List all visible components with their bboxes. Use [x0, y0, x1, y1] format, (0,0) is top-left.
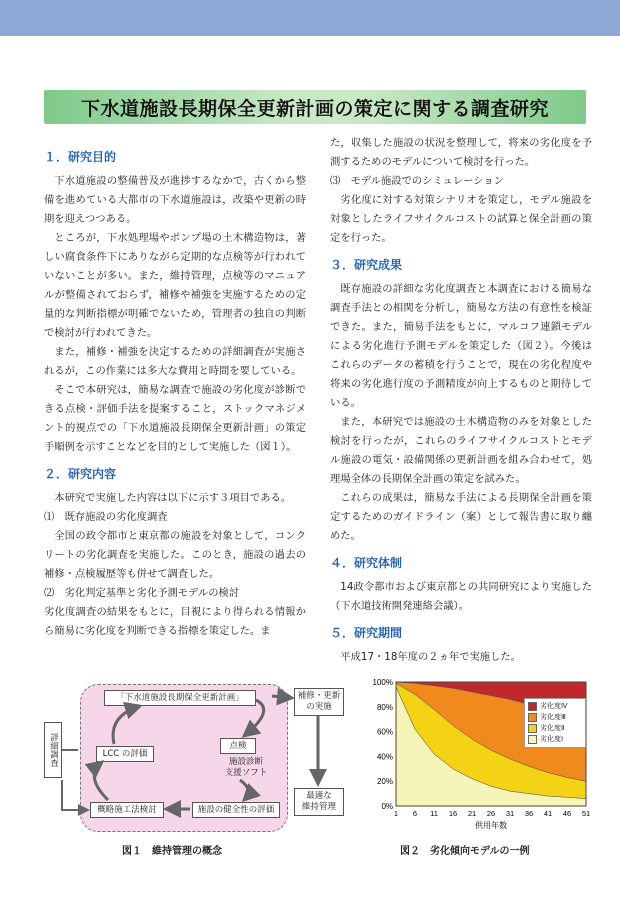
legend-item-iii	[528, 712, 582, 723]
legend-swatch	[528, 702, 537, 711]
y-tick-label: 100%	[372, 678, 393, 687]
paragraph: そこで本研究は，簡易な調査で施設の劣化度が診断できる点検・評価手法を提案すること，ストックマネジメント的視点での「下水道施設長期保全更新計画」の策定手順例を示すことなどを目的として実施した（図１）。	[44, 384, 306, 453]
x-tick-label: 46	[562, 809, 572, 818]
x-axis-label: 供用年数	[475, 821, 507, 830]
figure-deterioration-chart	[362, 676, 592, 846]
legend-label: 劣化度Ⅱ	[540, 724, 565, 732]
y-tick-label: 20%	[376, 777, 393, 787]
inspection-box: 点検	[220, 738, 256, 754]
paragraph: 全国の政令都市と東京都の施設を対象として，コンクリートの劣化調査を実施した。このとき，施設の過去の補修・点検履歴等も併せて調査した。	[44, 530, 306, 580]
x-tick-label: 36	[524, 809, 534, 818]
top-color-band	[0, 0, 620, 36]
paragraph: 14政令都市および東京都との共同研究により実施した（下水道技術開発連絡会議）。	[330, 581, 592, 612]
x-tick-label: 41	[543, 809, 553, 818]
construction-box: 概略施工法検討	[90, 802, 164, 818]
x-tick-label: 16	[448, 809, 458, 818]
x-tick-label: 51	[581, 809, 591, 818]
x-tick-label: 26	[486, 809, 496, 818]
y-tick-label: 40%	[376, 752, 393, 762]
detail-survey-box: 詳細調査	[44, 722, 62, 778]
paragraph: また，本研究では施設の土木構造物のみを対象とした検討を行ったが，これらのライフサイクルコストとモデル施設の電気・設備関係の更新計画を組み合わせて，処理場全体の長期保全計画の策定を試みた。	[330, 416, 592, 485]
paragraph: ところが，下水処理場やポンプ場の土木構造物は，著しい腐食条件下にありながら定期的な点検等が行われていないことが多い。また，維持管理，点検等のマニュアルが整備されておらず，補修や補強を実施するための定量的な判断指標が明確でないため，管理者の独自の判断で検討が行われてきた。	[44, 232, 306, 339]
figure2-caption: 図２ 劣化傾向モデルの一例	[400, 846, 530, 857]
y-tick-label: 80%	[376, 702, 393, 712]
chart-legend	[524, 698, 586, 748]
list-item-heading: ⑴ 既存施設の劣化度調査	[44, 511, 168, 523]
paragraph: 劣化度調査の結果をもとに，目視により得られる情報から簡易に劣化度を判断できる指標を策定した。ま	[44, 606, 306, 637]
list-item-heading: ⑶ モデル施設でのシミュレーション	[330, 175, 504, 187]
figure-maintenance-concept	[44, 676, 344, 836]
y-tick-label: 60%	[376, 727, 393, 737]
page-title-banner	[44, 90, 586, 124]
legend-item-i	[528, 734, 582, 745]
soundness-box: 施設の健全性の評価	[192, 802, 280, 818]
legend-swatch	[528, 735, 537, 744]
section-heading-results: ３．研究成果	[330, 258, 403, 272]
legend-item-iv	[528, 701, 582, 712]
section-heading-period: ５．研究期間	[330, 626, 403, 640]
x-tick-label: 1	[393, 809, 399, 818]
section-heading-content: ２．研究内容	[44, 467, 117, 481]
left-column	[44, 140, 306, 641]
y-tick-label: 0%	[381, 802, 393, 811]
right-column	[330, 134, 592, 667]
section-heading-structure: ４．研究体制	[330, 556, 403, 570]
section-heading-purpose: １．研究目的	[44, 150, 117, 164]
x-tick-label: 6	[412, 809, 418, 818]
paragraph: 既存施設の詳細な劣化度調査と本調査における簡易な調査手法との相関を分析し，簡易な方法の有意性を検証できた。また，簡易手法をもとに，マルコフ連鎖モデルによる劣化進行予測モデルを策定した（図２）。今後はこれらのデータの蓄積を行うことで，現在の劣化程度や将来の劣化進行度の予測精度が向上するものと期待している。	[330, 283, 592, 409]
plan-box: 「下水道施設長期保全更新計画」	[104, 690, 256, 706]
x-tick-label: 11	[430, 809, 438, 818]
paragraph: また，補修・補強を決定するための詳細調査が実施されるが，この作業には多大な費用と時間を要している。	[44, 346, 306, 377]
legend-label: 劣化度Ⅳ	[540, 702, 568, 710]
lcc-box: LCC の評価	[96, 746, 154, 762]
legend-swatch	[528, 724, 537, 733]
legend-label: 劣化度Ⅰ	[540, 735, 564, 743]
x-tick-label: 31	[505, 809, 515, 818]
paragraph: た，収集した施設の状況を整理して，将来の劣化度を予測するためのモデルについて検討を行った。	[330, 137, 592, 168]
list-item-heading: ⑵ 劣化判定基準と劣化予測モデルの検討	[44, 587, 240, 599]
figure1-arrows	[44, 676, 344, 836]
legend-item-ii	[528, 723, 582, 734]
paragraph: 平成17・18年度の２ヵ年で実施した。	[340, 651, 521, 663]
diagnosis-soft-label: 施設診断 支援ソフト	[224, 757, 268, 778]
paragraph: 劣化度に対する対策シナリオを策定し，モデル施設を対象としたライフサイクルコストの試算と保全計画の策定を行った。	[330, 194, 592, 244]
repair-box: 補修・更新 の実施	[294, 688, 344, 716]
paragraph: 下水道施設の整備普及が進捗するなかで，古くから整備を進めている大都市の下水道施設は，改築や更新の時期を迎えつつある。	[44, 175, 306, 225]
figure1-caption: 図１ 維持管理の概念	[122, 846, 222, 857]
optimal-box: 最適な 維持管理	[294, 788, 344, 816]
legend-swatch	[528, 713, 537, 722]
paragraph: これらの成果は，簡易な手法による長期保全計画を策定するためのガイドライン（案）として報告書に取り纏めた。	[330, 492, 592, 542]
x-tick-label: 21	[467, 809, 477, 818]
paragraph: 本研究で実施した内容は以下に示す３項目である。	[54, 492, 292, 504]
page-title: 下水道施設長期保全更新計画の策定に関する調査研究	[80, 97, 549, 120]
legend-label: 劣化度Ⅲ	[540, 713, 566, 721]
